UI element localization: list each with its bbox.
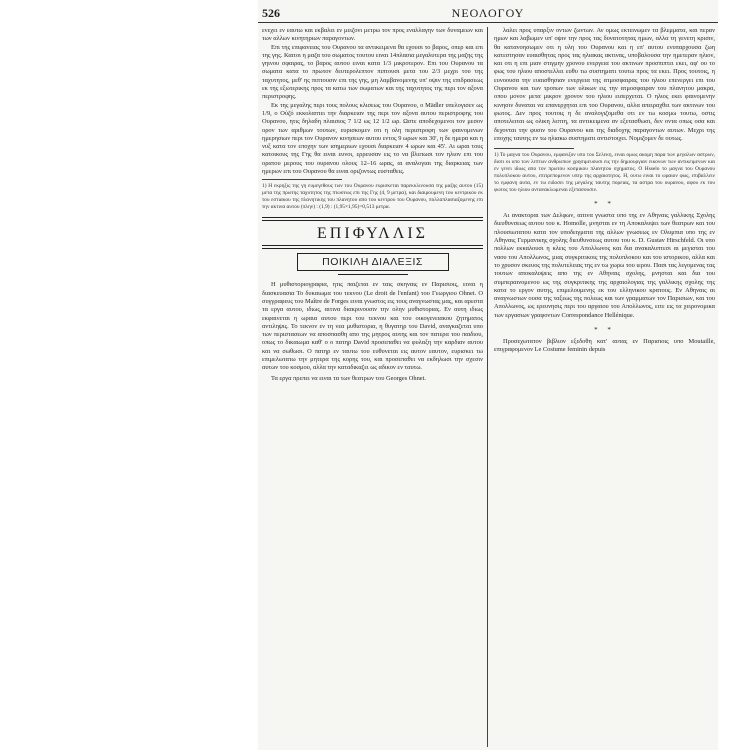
right-footnote-text: 1) Το μαγνα του Ουρανου, εμφανιζον υπο του Σελεκη, ειναι ομως ακομη παρα των μεγαλων αστρων, διοτι οι υπο των λεπτων ανθρωπων χρησιμευουσι εις την δημιουργιαν εικονων των αντικειμενων και εν γενει ιδιως απο τον πρωτου κοσμικου πλανητου σχηματος. Ο Hsselo το μαγνα του Ουρανου πολυπλοκου αυτου, επιτρεπομενον υπερ της αρχαιοτητος. Η, ουτω ειναι το ωραιον φως, επιβαλλειν το εμφανη αυτα, εν τω ειδοσει της μεγαλης ταυτης πορειας, τα αστρα του ουρανου, αφου εκ του φωτος του ηλιου αντανακλωμεναι εξετασουσιν. [494, 152, 715, 194]
feuilleton-rule [262, 217, 483, 221]
feuilleton-paragraph-1: Η μυθιστοριογραφια, ητις παιζεται εν ταις σκηναις εν Παρισιοις, ειναι η διασκευασια Το δυκαιωμα του τεκνου (Le droit de l'enfant) του Γεωργιου Ohnet. Ο συγγραφευς του Maître de Forges ειναι γνωστος εις τους αναγνωστας μας, και αρεστα τα εργα αυτου, ιδιως, αιτινα διακρινουσιν την ολην μυθιστοριας. Εν αυτη ιδιως εκφαινεται η ωραια αυτου περι του τεκνου και του οικογενειακου ζητηματος αντιληψις. Το τεκνον εν τη νεα μυθιστορια, η θυγατηρ του David, αναγκαζεται υπο των περιστασεων να αποσπασθη απο της μητρος αυτης και τον πατερα του παιδιου, οπως το δικαιωμα καθ' ο ο πατηρ David προσεπαθει να φυλαξη την καρδιαν αυτου και να σωθωσι. Ο πατηρ εν ταυτω του ευθυνεται εις αυτον εαυτον, ευρισκει τω επιμελωτατω την μητερα της κορης του, και προσεπαθει να εκδηλωσι την σχεσιν αυτων του κοσμου, αλλα την καταδικαζει ως αδικον εν ταυτω. [262, 281, 483, 372]
left-paragraph-2: Επι της επιφανειας του Ουρανου τα αντικειμενα θα εχουσι το βαρος, οπερ και επι της γης. Καιτοι η μαζα του σωματος τουτου ειναι 14πλασια μεγαλυτερα της μαζης της γηινου σφαιρας, το βαρος αυτου ειναι κατα 1/3 μικροτερον. Επι του Ουρανου τα σωματα κατα το πρωτον δευτερολεπτον πιπτουσι μετα του 2/3 μεχρι του της ταχυτητος, μεθ' ης πιπτουσιν επι της γης, μη λαμβανομενης υπ' οψιν της επιδρασεως εκ της εξωτερικης προς τα κατω των σωματων και της ταχυτητος της περι τον αξονα περιστροφης. [262, 43, 483, 101]
left-footnote [262, 183, 483, 211]
feuilleton-title: ΕΠΙΦΥΛΛΙΣ [317, 225, 428, 243]
left-paragraph-3: Εκ της μεγαλης περι τους πολους κλισεως του Ουρανου, ο Mädler υπελογισεν ως 1/9, ο Ούζό εκκολαπτει την διαρκειαν της περι τον αξονα αυτου περιστροφης του Ουρανου, ητις δηλαδη πλαισιος 7 1/2 ως 12 1/2 ωρ. Ωστε αποδεχομενοι τον μεσον ορον των αριθμων τουτων, ευρισκομεν οτι η ολη περιστροφη των φαινομενων ημερησιων περι τον Ουρανον κινησεων αυτου εντος 9 ωρων και 30', η δε ημερα και η νυξ κατα τον εποχην των ισημεριων εχουσι διαρκειαν 4 ωρων και 45'. Αι ωραι τους κατοικους της Γης θα ειναι ευνοι, ερρευσαν εις το να βλεπωσι τον ηλιον επι του ορατου μερους του ουρανου ολους 12–16 ωρας, αι αναλογιαι της διαρκειας των ημερων επι του Ουρανου θα ειναι οριζοντως ευσταθεις. [262, 101, 483, 176]
newspaper-page [258, 0, 718, 750]
feuilleton-paragraph-2: Τα εργα πρεπει να ειναι τα των θεατρων του Georges Ohnet. [271, 374, 427, 382]
letter-paragraph-1: Αι ανακτοραι των Δελφων, αιτινα γνωστα υπο της εν Αθηναις γαλλικης Σχολης διευθυνσεως αυτου του κ. Homolle, μνησται εν τη Αποκαλυψει των θεατρων και του πλουσιωτατου κατα τον υποδειγματα της αλλων γνωσεως εν Ολυμπια υπο της εν Αθηναις Γερμανικης σχολης διευθυνσεως αυτου του κ. D. Gustav Hirschfeld. Οι υπο πολλων εκκαλουσι η κλεις του Απολλωνος και δια ανακαλυπτεσι αι μεγισται του ναου του Απολλωνος, μιας συγκριτικοις της πολυπλοκου και του ιστορικου, αλλα και το χρυσον σκευος της πολυτελειας της εν τω χωρω του ιερου. Πασι τας λεγομενας τας τουτων αποκαλυψεις απο της εν Αθηναις σχολης, μνησται και δια του συμπεραινομενου ως της συγκριτικης της αρχαιολογιας της γαλλικης σχολης της κατα το εργον αυτης, επιμελουμενης εκ του ελληνικου κρατους. Εν Αθηναις αι αναγνωστων ουσα της ταξεως της πολεως και των γραμματων τον Παρισιων, και του Απολλωνος, ως ερευνησις περι του αργαιου του Απολλωνος, ειτε εις τα χειρονομικα των εργασιων γραφοντων Correspondance Hellénique. [494, 212, 715, 319]
footnote-rule [262, 179, 342, 180]
right-column [494, 27, 715, 355]
left-paragraph-1: ενεχει εν εαυτω και εκβαλει εν μειζονι μετρω τον προς εναλλαγην των δυναμεων και των αλλων κινητηριων παραγοντων. [262, 27, 483, 43]
feuilleton-rule-lower [262, 245, 483, 249]
right-footnote-rule [494, 148, 574, 149]
section-stars: * * [594, 200, 615, 209]
letter-paragraph-2: Προσεχωτατον βιβλιον εξεδοθη κατ' αυτας εν Παρισιοις υπο Moutaille, επιγραφομενον Le Costume feminin depuis [494, 338, 715, 354]
section-stars-2: * * [594, 326, 615, 335]
running-head: ΝΕΟΛΟΓΟΥ [451, 6, 525, 20]
left-footnote-text: 1) Η εκρηξις της γη ευμεγεθους των του Ουρανου ευρισκεται παρεκκλινουσα της μαζης αυτου (15) μετα της πρωτης ταχυτητος της πτωσεως επι της Γης (4, 9 μετρα), και διαιρουμενη του κεντρικου εκ του εστιακου της πλανητικης του πλανητου απο του κεντρου του Ουρανου, πολλαπλασιαζομενης επι την ακτινα αυτου (πλην) : (1,9) : (1,95×1,95)=0,513 μετρα. [262, 183, 483, 211]
column-divider [487, 27, 488, 747]
right-paragraph-1: λαλει προς υπαρξιν οντων ζωντων. Αν ομως εκτεινωμεν τα βλεμματα, και περαν ημων και λαβωμεν υπ' οψιν την προς τας δυνατοτητας ημων, αλλα τη γενετη κρισιν, θα κατανοησωμεν οτι η υλη του Ουρανου και η επ' αυτου ενυπαρχουσα ζωη κατεστησαν ευαισθητας προς τας ηλιακας ακτινας, υποβαλουσα την ημετεραν ηλιον, και οτι η επι μιαν στιγμην χρονου ενεργεια του ακτινων προσπιπτει εκει, αφ' ου το φως του ηλιου αποστελλει ευθυ τω συστηματι τουτω προς τα εκει. Προς τουτοις, η ευνοουσα την ευαισθησιαν ενεργεια της ατμοσφαιρας του ηλιου επενεργει επι του Ουρανου και των τροπων των υλικων εις την ατμοσφαιραν του πλανητου μακρα, οπου μονον μετα μικρον χρονον του ηλιου εισερχεται. Ο ηλιος εκει φαινομενην κινησιν δυναται να επανερχηται επι του Ουρανου, αλλα απειραχθει των ακτινων του φωτος. Δεν προς τουτοις η δε αναλογιζομεθα οτι εν τω κοσμω τουτω, οστις αποτελειται ως ολικη λεπτη, τα αντικειμενα αν εξετασθωσι, δεν οντα οπως οσα και δεχονται την φυσιν του Ουρανου και της διαδοχης παραγοντων αυτων. Μεχρι της εποχης ταυτης εν τω ηλιακω συστηματι αντιστοιχει. Νομιζομεν δε ουτως. [494, 27, 715, 142]
section-underline [338, 274, 408, 275]
section-title: ΠΟΙΚΙΛΗ ΔΙΑΛΕΞΙΣ [297, 253, 449, 271]
page-header [258, 0, 718, 24]
header-rule [258, 22, 718, 23]
left-column [262, 27, 483, 383]
right-footnote [494, 152, 715, 194]
page-number: 526 [262, 6, 280, 20]
